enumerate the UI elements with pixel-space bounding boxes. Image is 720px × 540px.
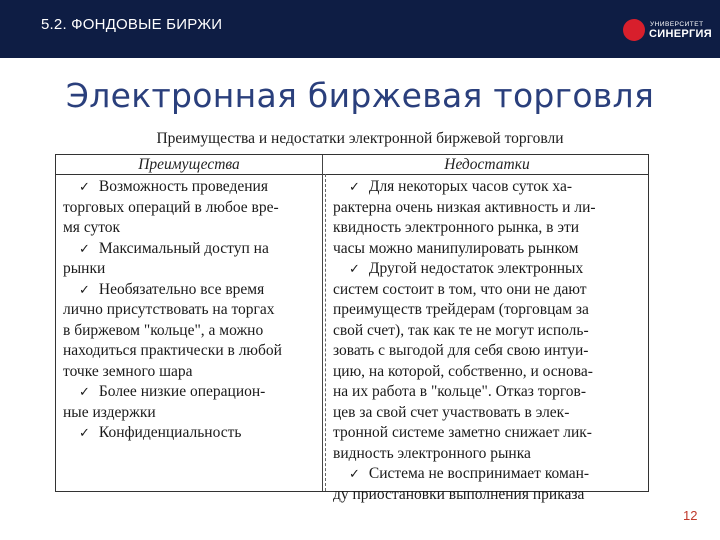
advantage-line: [63, 177, 319, 198]
logo-synergy-text: СИНЕРГИЯ: [649, 28, 712, 40]
disadvantage-line-text: на их работа в "кольце". Отказ торгов-: [333, 383, 587, 400]
disadvantage-line: [333, 423, 643, 444]
advantage-line: [63, 362, 319, 383]
disadvantage-line-text: видность электронного рынка: [333, 444, 531, 462]
advantage-line-text: мя суток: [63, 219, 121, 236]
disadvantage-line-text: Другой недостаток электронных: [368, 260, 584, 277]
column-header-disadvantages: Недостатки: [444, 156, 530, 173]
advantage-line: [63, 423, 319, 444]
disadvantage-line-text: квидность электронного рынка, в эти: [333, 219, 580, 236]
table-caption: Преимущества и недостатки электронной биржевой торговли: [156, 130, 564, 147]
advantage-line: [63, 341, 319, 362]
advantage-line: [63, 198, 319, 219]
advantage-line: [63, 321, 319, 342]
disadvantage-line: [333, 321, 643, 342]
checkmark-icon: ✓: [349, 261, 360, 276]
advantage-line-text: Необязательно все время: [98, 280, 265, 298]
disadvantage-line-text: ду приостановки выполнения приказа: [333, 485, 585, 503]
disadvantage-line-text: рактерна очень низкая активность и ли-: [333, 198, 596, 216]
section-label: 5.2. ФОНДОВЫЕ БИРЖИ: [41, 16, 223, 33]
disadvantage-line: [333, 341, 643, 362]
checkmark-icon: ✓: [349, 179, 360, 194]
disadvantage-line-text: цев за свой счет участвовать в элек-: [333, 403, 570, 421]
checkmark-icon: ✓: [79, 425, 90, 440]
header-divider: [56, 174, 648, 175]
advantages-column: [63, 177, 319, 444]
column-divider-dashed: [325, 174, 326, 491]
synergy-logo: [618, 10, 718, 50]
disadvantage-line: [333, 382, 643, 403]
disadvantage-line-text: свой счет), так как те не могут исполь-: [333, 321, 589, 339]
page-number: 12: [683, 508, 698, 523]
advantage-line: [63, 300, 319, 321]
advantage-line: [63, 218, 319, 239]
disadvantage-line: [333, 177, 643, 198]
disadvantage-line-text: часы можно манипулировать рынком: [333, 239, 579, 257]
advantage-line-text: лично присутствовать на торгах: [63, 301, 275, 318]
advantage-line-text: Конфиденциальность: [98, 424, 242, 441]
disadvantage-line-text: цию, на которой, собственно, и основа-: [333, 362, 593, 380]
disadvantage-line-text: преимуществ трейдерам (торговцам за: [333, 301, 589, 318]
logo-university-text: УНИВЕРСИТЕТ: [650, 21, 704, 28]
disadvantage-line-text: Система не воспринимает коман-: [368, 465, 590, 482]
advantage-line: [63, 239, 319, 260]
disadvantage-line: [333, 362, 643, 383]
comparison-table: [55, 154, 649, 503]
disadvantage-line-text: систем состоит в том, что они не дают: [333, 280, 587, 298]
disadvantage-line: [333, 300, 643, 321]
advantage-line-text: точке земного шара: [63, 362, 193, 380]
checkmark-icon: ✓: [349, 466, 360, 481]
column-header-advantages: Преимущества: [138, 156, 240, 173]
disadvantage-line-text: Для некоторых часов суток ха-: [368, 178, 572, 195]
advantage-line: [63, 280, 319, 301]
checkmark-icon: ✓: [79, 179, 90, 194]
disadvantage-line: [333, 218, 643, 239]
advantage-line: [63, 403, 319, 424]
disadvantage-line-text: зовать с выгодой для себя свою интуи-: [333, 342, 589, 359]
advantage-line-text: Максимальный доступ на: [98, 239, 269, 257]
disadvantage-line: [333, 485, 643, 506]
disadvantage-line: [333, 444, 643, 465]
advantage-line-text: Возможность проведения: [98, 178, 268, 195]
advantage-line: [63, 382, 319, 403]
disadvantage-line: [333, 464, 643, 485]
checkmark-icon: ✓: [79, 240, 90, 256]
advantage-line-text: ные издержки: [63, 403, 156, 421]
checkmark-icon: ✓: [79, 281, 90, 297]
disadvantage-line: [333, 403, 643, 424]
disadvantage-line: [333, 239, 643, 260]
advantage-line-text: находиться практически в любой: [63, 342, 282, 359]
advantage-line: [63, 259, 319, 280]
advantage-line-text: рынки: [63, 260, 106, 277]
disadvantage-line-text: тронной системе заметно снижает лик-: [333, 424, 592, 441]
header-bar: [0, 0, 720, 58]
column-divider: [322, 155, 323, 491]
disadvantage-line: [333, 280, 643, 301]
disadvantage-line: [333, 198, 643, 219]
advantage-line-text: в биржевом "кольце", а можно: [63, 321, 264, 339]
disadvantages-column: [333, 177, 643, 505]
checkmark-icon: ✓: [79, 384, 90, 399]
advantage-line-text: торговых операций в любое вре-: [63, 198, 279, 216]
disadvantage-line: [333, 259, 643, 280]
slide-title: Электронная биржевая торговля: [65, 76, 655, 115]
synergy-logo-mark-icon: [623, 19, 645, 41]
advantage-line-text: Более низкие операцион-: [98, 383, 266, 400]
